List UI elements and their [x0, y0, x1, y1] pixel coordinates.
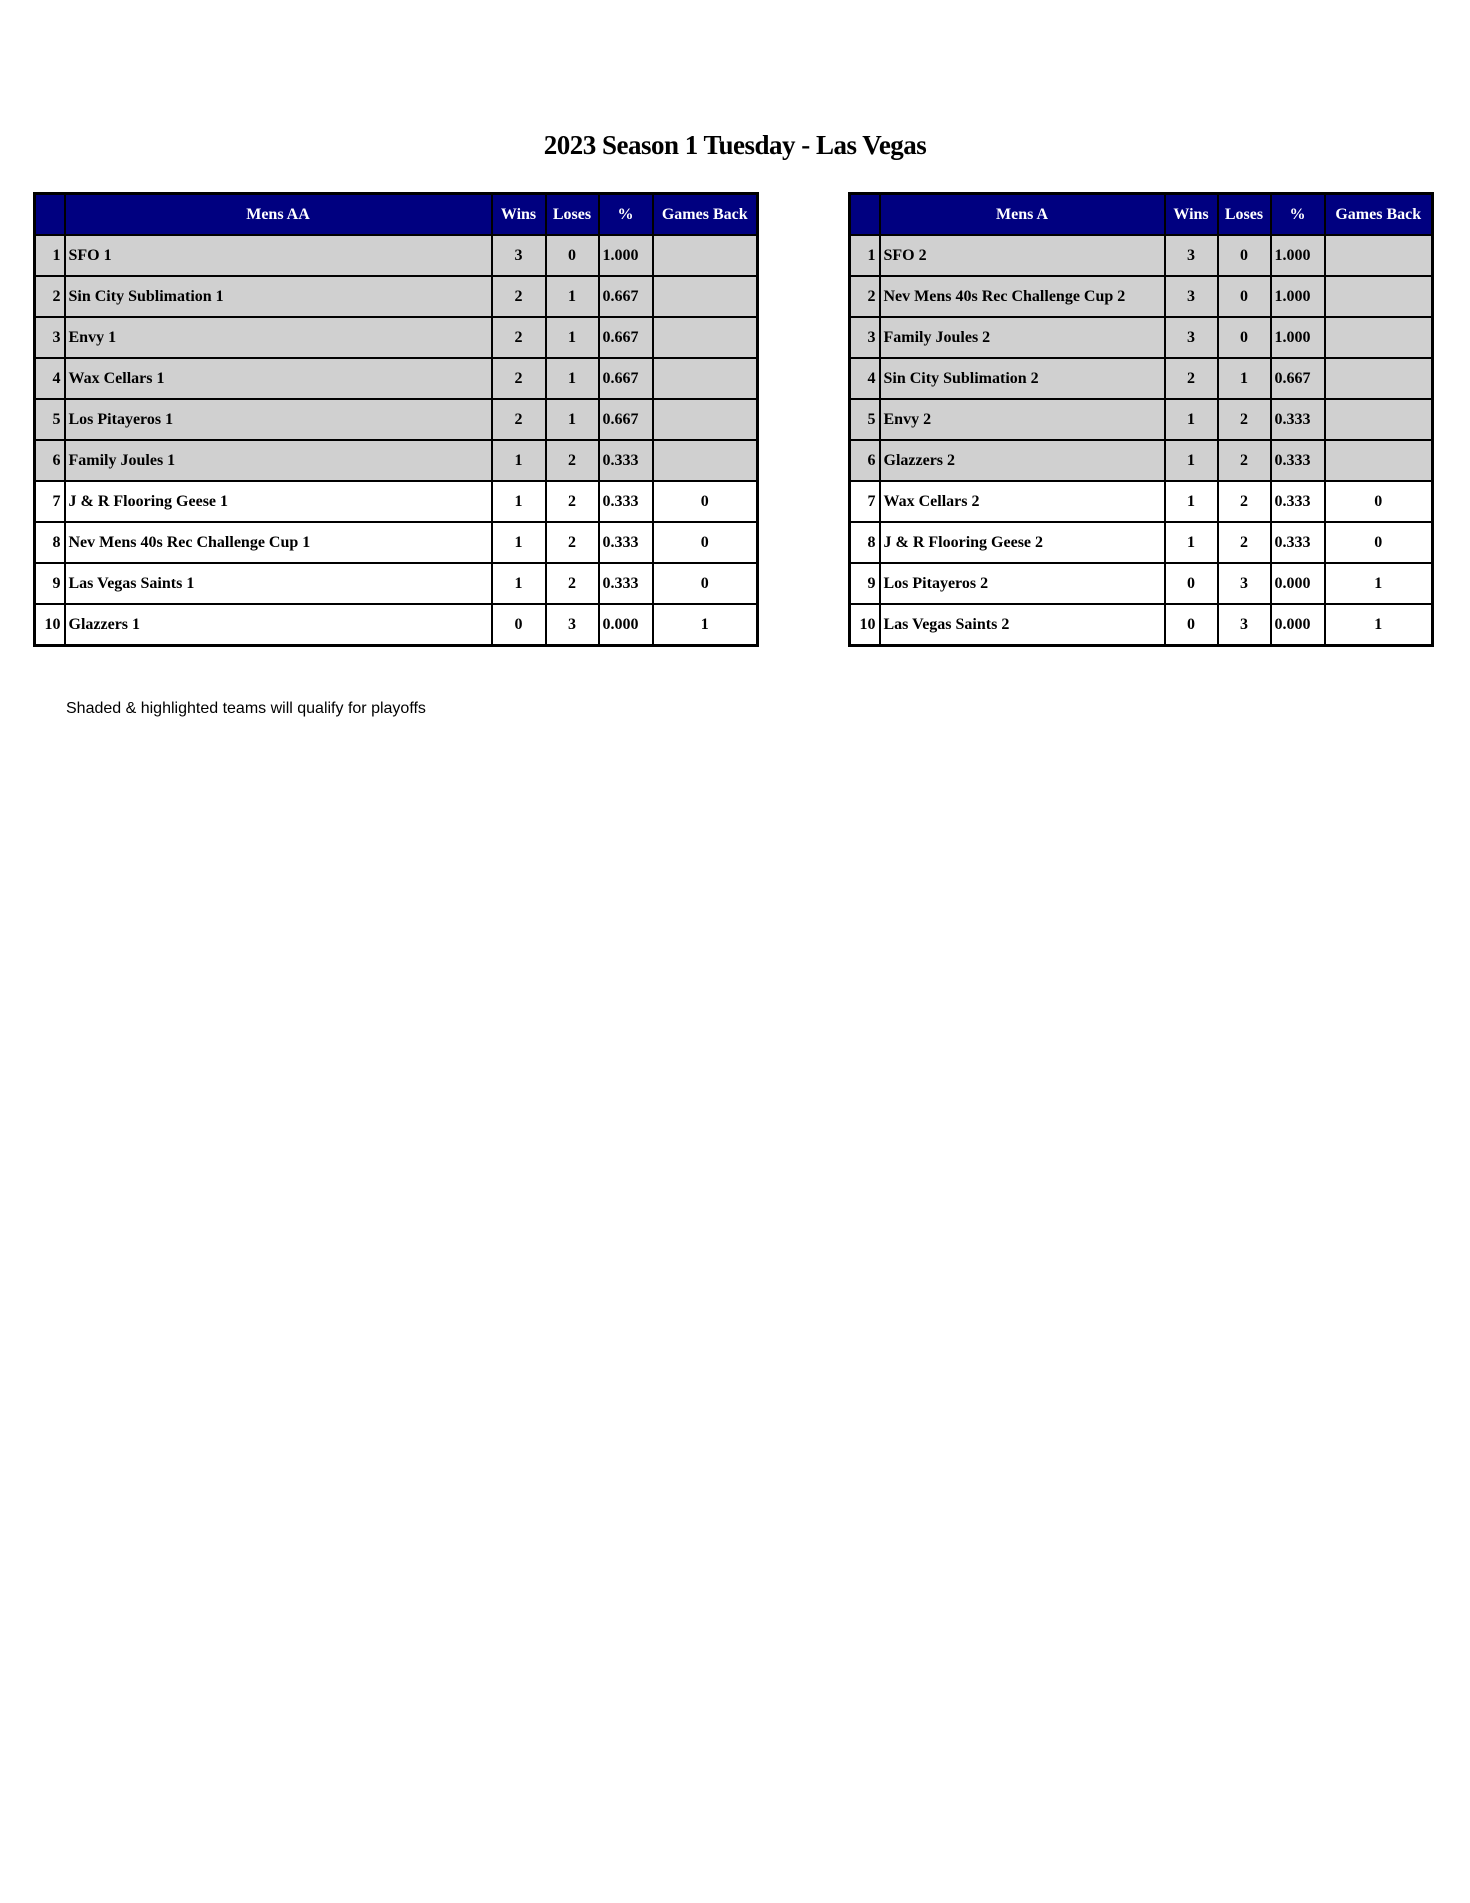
gb-cell: 1 — [1325, 563, 1433, 604]
w-cell: 3 — [1165, 235, 1218, 276]
team-cell: Wax Cellars 1 — [65, 358, 492, 399]
pct-cell: 0.667 — [599, 358, 653, 399]
loses-header: Loses — [1218, 194, 1271, 236]
w-cell: 1 — [1165, 522, 1218, 563]
w-cell: 1 — [1165, 440, 1218, 481]
division-header: Mens AA — [65, 194, 492, 236]
w-cell: 3 — [1165, 317, 1218, 358]
l-cell: 2 — [1218, 399, 1271, 440]
pct-cell: 0.333 — [599, 522, 653, 563]
w-cell: 1 — [1165, 481, 1218, 522]
team-cell: Las Vegas Saints 2 — [880, 604, 1165, 646]
pct-cell: 0.333 — [599, 563, 653, 604]
table-row — [35, 358, 758, 399]
table-row — [850, 317, 1433, 358]
rank-cell: 5 — [35, 399, 65, 440]
gb-cell — [1325, 399, 1433, 440]
w-cell: 1 — [492, 563, 546, 604]
w-cell: 2 — [492, 358, 546, 399]
l-cell: 3 — [546, 604, 599, 646]
rank-cell: 9 — [850, 563, 880, 604]
team-cell: Wax Cellars 2 — [880, 481, 1165, 522]
pct-cell: 0.333 — [1271, 440, 1325, 481]
gb-cell — [1325, 235, 1433, 276]
gb-cell — [653, 440, 758, 481]
l-cell: 2 — [546, 440, 599, 481]
table-row — [850, 604, 1433, 646]
table-row — [35, 235, 758, 276]
gb-cell — [1325, 358, 1433, 399]
team-cell: Los Pitayeros 1 — [65, 399, 492, 440]
rank-header — [35, 194, 65, 236]
gb-header: Games Back — [653, 194, 758, 236]
header-row — [35, 194, 758, 236]
rank-cell: 2 — [35, 276, 65, 317]
table-row — [850, 276, 1433, 317]
rank-cell: 4 — [850, 358, 880, 399]
rank-cell: 6 — [35, 440, 65, 481]
team-cell: Nev Mens 40s Rec Challenge Cup 1 — [65, 522, 492, 563]
pct-header: % — [599, 194, 653, 236]
pct-cell: 0.333 — [599, 440, 653, 481]
l-cell: 1 — [546, 276, 599, 317]
pct-cell: 1.000 — [1271, 276, 1325, 317]
w-cell: 0 — [1165, 604, 1218, 646]
l-cell: 2 — [1218, 481, 1271, 522]
l-cell: 0 — [1218, 276, 1271, 317]
pct-cell: 0.000 — [1271, 563, 1325, 604]
l-cell: 2 — [546, 563, 599, 604]
table-row — [35, 399, 758, 440]
table-row — [850, 481, 1433, 522]
rank-cell: 9 — [35, 563, 65, 604]
wins-header: Wins — [1165, 194, 1218, 236]
gb-cell — [1325, 276, 1433, 317]
table-row — [850, 440, 1433, 481]
table-row — [35, 481, 758, 522]
team-cell: Envy 2 — [880, 399, 1165, 440]
table-row — [35, 317, 758, 358]
l-cell: 1 — [546, 358, 599, 399]
gb-cell: 0 — [653, 563, 758, 604]
team-cell: Sin City Sublimation 1 — [65, 276, 492, 317]
rank-cell: 3 — [850, 317, 880, 358]
l-cell: 1 — [1218, 358, 1271, 399]
pct-cell: 0.667 — [599, 276, 653, 317]
pct-cell: 0.333 — [1271, 399, 1325, 440]
rank-cell: 1 — [850, 235, 880, 276]
gb-header: Games Back — [1325, 194, 1433, 236]
w-cell: 2 — [492, 399, 546, 440]
team-cell: J & R Flooring Geese 2 — [880, 522, 1165, 563]
l-cell: 3 — [1218, 563, 1271, 604]
team-cell: J & R Flooring Geese 1 — [65, 481, 492, 522]
w-cell: 2 — [1165, 358, 1218, 399]
l-cell: 2 — [546, 481, 599, 522]
gb-cell — [653, 399, 758, 440]
rank-cell: 7 — [850, 481, 880, 522]
gb-cell: 1 — [1325, 604, 1433, 646]
w-cell: 0 — [492, 604, 546, 646]
table-row — [850, 399, 1433, 440]
team-cell: Los Pitayeros 2 — [880, 563, 1165, 604]
pct-cell: 0.000 — [599, 604, 653, 646]
l-cell: 0 — [1218, 235, 1271, 276]
table-row — [35, 522, 758, 563]
team-cell: SFO 2 — [880, 235, 1165, 276]
table-row — [35, 604, 758, 646]
pct-header: % — [1271, 194, 1325, 236]
w-cell: 1 — [492, 440, 546, 481]
gb-cell — [1325, 317, 1433, 358]
l-cell: 2 — [546, 522, 599, 563]
division-header: Mens A — [880, 194, 1165, 236]
team-cell: Family Joules 1 — [65, 440, 492, 481]
table-row — [850, 235, 1433, 276]
team-cell: Nev Mens 40s Rec Challenge Cup 2 — [880, 276, 1165, 317]
rank-cell: 3 — [35, 317, 65, 358]
table-row — [35, 440, 758, 481]
l-cell: 1 — [546, 317, 599, 358]
pct-cell: 0.333 — [599, 481, 653, 522]
rank-cell: 5 — [850, 399, 880, 440]
w-cell: 2 — [492, 276, 546, 317]
gb-cell: 1 — [653, 604, 758, 646]
gb-cell — [653, 358, 758, 399]
l-cell: 2 — [1218, 522, 1271, 563]
pct-cell: 0.667 — [599, 317, 653, 358]
team-cell: Glazzers 1 — [65, 604, 492, 646]
l-cell: 0 — [546, 235, 599, 276]
standings-table-mens-a — [848, 192, 1434, 647]
w-cell: 1 — [492, 481, 546, 522]
gb-cell: 0 — [1325, 481, 1433, 522]
l-cell: 0 — [1218, 317, 1271, 358]
gb-cell — [653, 235, 758, 276]
gb-cell — [653, 317, 758, 358]
pct-cell: 1.000 — [1271, 235, 1325, 276]
gb-cell: 0 — [653, 481, 758, 522]
loses-header: Loses — [546, 194, 599, 236]
l-cell: 1 — [546, 399, 599, 440]
table-row — [850, 563, 1433, 604]
team-cell: Envy 1 — [65, 317, 492, 358]
gb-cell: 0 — [653, 522, 758, 563]
w-cell: 3 — [1165, 276, 1218, 317]
gb-cell — [653, 276, 758, 317]
team-cell: SFO 1 — [65, 235, 492, 276]
rank-cell: 7 — [35, 481, 65, 522]
rank-cell: 4 — [35, 358, 65, 399]
team-cell: Las Vegas Saints 1 — [65, 563, 492, 604]
table-row — [850, 358, 1433, 399]
l-cell: 3 — [1218, 604, 1271, 646]
table-row — [35, 563, 758, 604]
pct-cell: 0.000 — [1271, 604, 1325, 646]
rank-header — [850, 194, 880, 236]
playoff-note: Shaded & highlighted teams will qualify for playoffs — [66, 700, 426, 717]
pct-cell: 0.333 — [1271, 481, 1325, 522]
gb-cell — [1325, 440, 1433, 481]
w-cell: 1 — [492, 522, 546, 563]
rank-cell: 8 — [35, 522, 65, 563]
rank-cell: 10 — [850, 604, 880, 646]
rank-cell: 2 — [850, 276, 880, 317]
pct-cell: 1.000 — [599, 235, 653, 276]
rank-cell: 8 — [850, 522, 880, 563]
w-cell: 2 — [492, 317, 546, 358]
l-cell: 2 — [1218, 440, 1271, 481]
pct-cell: 0.333 — [1271, 522, 1325, 563]
header-row — [850, 194, 1433, 236]
team-cell: Glazzers 2 — [880, 440, 1165, 481]
gb-cell: 0 — [1325, 522, 1433, 563]
pct-cell: 0.667 — [599, 399, 653, 440]
rank-cell: 10 — [35, 604, 65, 646]
pct-cell: 0.667 — [1271, 358, 1325, 399]
table-row — [35, 276, 758, 317]
w-cell: 1 — [1165, 399, 1218, 440]
wins-header: Wins — [492, 194, 546, 236]
w-cell: 3 — [492, 235, 546, 276]
w-cell: 0 — [1165, 563, 1218, 604]
table-row — [850, 522, 1433, 563]
page-title: 2023 Season 1 Tuesday - Las Vegas — [543, 130, 927, 160]
rank-cell: 1 — [35, 235, 65, 276]
pct-cell: 1.000 — [1271, 317, 1325, 358]
standings-table-mens-aa — [33, 192, 759, 647]
team-cell: Family Joules 2 — [880, 317, 1165, 358]
rank-cell: 6 — [850, 440, 880, 481]
team-cell: Sin City Sublimation 2 — [880, 358, 1165, 399]
